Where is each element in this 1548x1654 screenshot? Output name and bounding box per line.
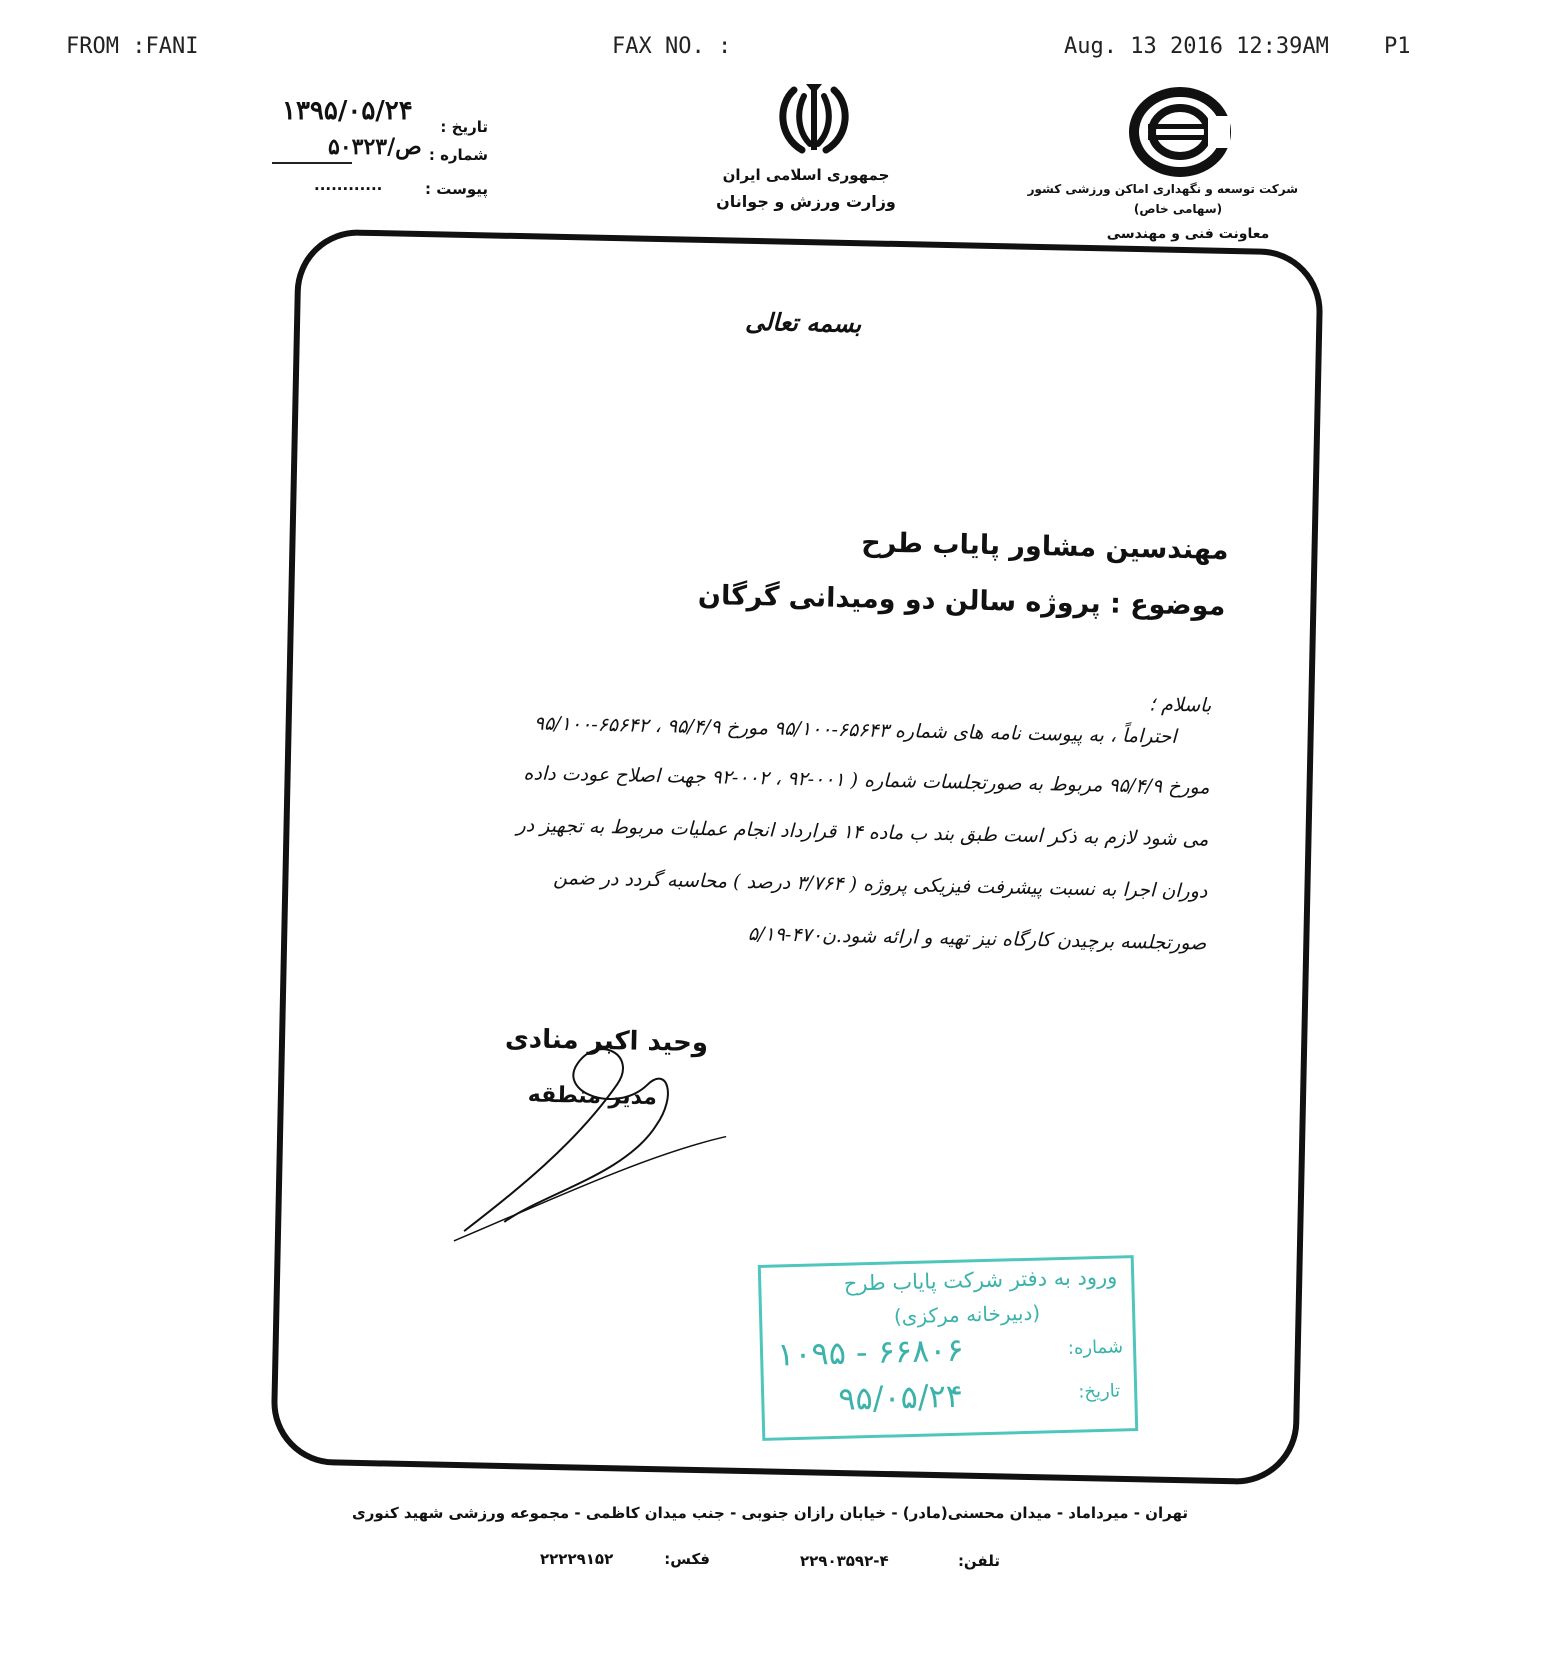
body-line: می شود لازم به ذکر است طبق بند ب ماده ۱۴ قرارداد انجام عملیات مربوط به تجهیز در	[516, 814, 1209, 851]
stamp-date-value: ۹۵/۰۵/۲۴	[837, 1376, 964, 1418]
number-label: شماره :	[428, 146, 488, 164]
fax-number: FAX NO. :	[612, 34, 732, 59]
stamp-number-label: شماره:	[1067, 1336, 1124, 1359]
letter-meta	[268, 96, 488, 206]
number-underline	[272, 162, 352, 164]
date-label: تاریخ :	[440, 118, 488, 136]
body-line: مورخ ۹۵/۴/۹ مربوط به صورتجلسات شماره ( ۰۰۱-۹۲ ، ۰۰۲-۹۲ جهت اصلاح عودت داده	[523, 762, 1210, 799]
footer-fax	[540, 1550, 710, 1580]
company-block	[1027, 86, 1298, 256]
company-logo-icon	[1128, 86, 1232, 178]
iran-emblem-icon	[772, 80, 856, 160]
stamp-date-label: تاریخ:	[1078, 1380, 1121, 1403]
recipient: مهندسین مشاور پایاب طرح	[861, 527, 1229, 566]
government-block	[706, 80, 906, 220]
stamp-subtitle: (دبیرخانه مرکزی)	[893, 1300, 1041, 1329]
signature-scribble	[424, 1020, 749, 1257]
footer-phone	[800, 1552, 1000, 1582]
received-stamp	[758, 1255, 1138, 1441]
company-department: معاونت فنی و مهندسی	[1106, 226, 1270, 242]
greeting: باسلام ؛	[1148, 693, 1212, 717]
body-line: دوران اجرا به نسبت پیشرفت فیزیکی پروژه ( ۳/۷۶۴ درصد ) محاسبه گردد در ضمن	[553, 866, 1208, 903]
company-name: شرکت توسعه و نگهداری اماکن ورزشی کشور	[1027, 182, 1298, 196]
body-line: احتراماً ، به پیوست نامه های شماره ۶۵۶۴۳-۹۵/۱۰۰ مورخ ۹۵/۴/۹ ، ۶۵۶۴۲-۹۵/۱۰۰	[533, 712, 1177, 748]
attachment-value: ............	[314, 176, 383, 194]
fax-datetime: Aug. 13 2016 12:39AM	[1064, 34, 1329, 59]
phone-label: تلفن:	[957, 1552, 1000, 1570]
fax-value: ۲۲۲۲۹۱۵۲	[540, 1550, 614, 1568]
footer-address: تهران - میرداماد - میدان محسنی(مادر) - خیابان رازان جنوبی - جنب میدان کاظمی - مجموعه ورزشی شهید کنوری	[352, 1504, 1188, 1522]
signatory-title: مدیر منطقه	[527, 1082, 658, 1111]
fax-label: فکس:	[664, 1550, 710, 1568]
subject: موضوع : پروژه سالن دو ومیدانی گرگان	[697, 579, 1226, 622]
stamp-number-value: ۱۰۹۵ - ۶۶۸۰۶	[776, 1330, 965, 1374]
body-line: صورتجلسه برچیدن کارگاه نیز تهیه و ارائه شود.ن۴۷۰-۵/۱۹	[747, 922, 1207, 955]
stamp-title: ورود به دفتر شرکت پایاب طرح	[843, 1264, 1118, 1296]
number-value: ۵۰۳۲۳/ص	[328, 134, 422, 160]
fax-from: FROM :FANI	[66, 34, 199, 59]
date-value: ۱۳۹۵/۰۵/۲۴	[282, 96, 413, 126]
fax-page: P1	[1384, 34, 1411, 59]
signatory-name: وحید اکبر منادی	[504, 1023, 709, 1059]
company-type: (سهامی خاص)	[1133, 202, 1223, 216]
country-name: جمهوری اسلامی ایران	[722, 166, 890, 184]
ministry-name: وزارت ورزش و جوانان	[716, 192, 896, 211]
phone-value: ۲۲۹۰۳۵۹۲-۴	[800, 1552, 889, 1570]
attachment-label: پیوست :	[424, 180, 488, 198]
basmala: بسمه تعالی	[744, 306, 862, 339]
